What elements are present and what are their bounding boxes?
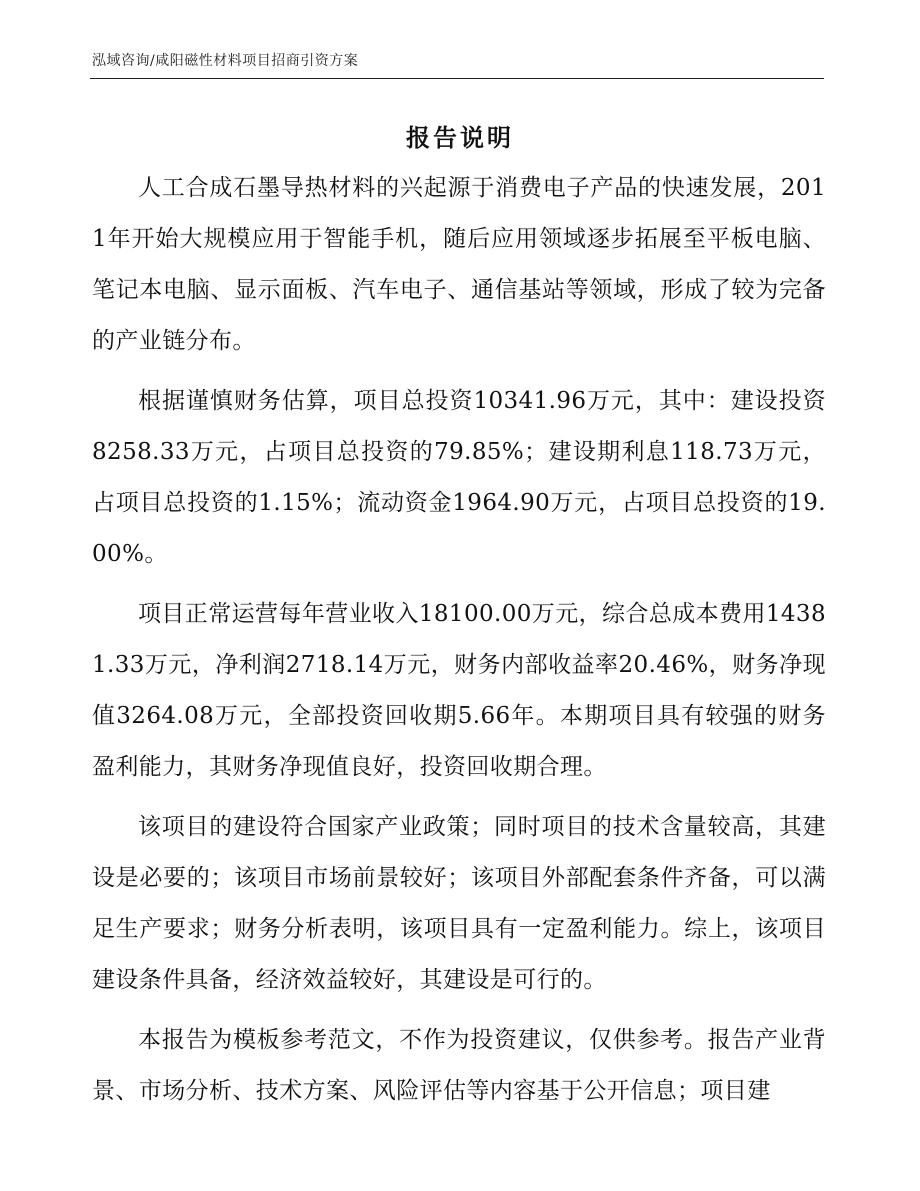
running-header: 泓域咨询/咸阳磁性材料项目招商引资方案 bbox=[92, 53, 359, 69]
paragraph-disclaimer: 本报告为模板参考范文，不作为投资建议，仅供参考。报告产业背景、市场分析、技术方案、风险评估等内容基于公开信息；项目建 bbox=[92, 1027, 826, 1104]
header-divider bbox=[90, 78, 824, 79]
paragraph-feasibility-conclusion: 该项目的建设符合国家产业政策；同时项目的技术含量较高，其建设是必要的；该项目市场前景较好；该项目外部配套条件齐备，可以满足生产要求；财务分析表明，该项目具有一定盈利能力。综上，该项目建设条件具备，经济效益较好，其建设是可行的。 bbox=[92, 814, 826, 993]
paragraph-industry-background: 人工合成石墨导热材料的兴起源于消费电子产品的快速发展，2011年开始大规模应用于智能手机，随后应用领域逐步拓展至平板电脑、笔记本电脑、显示面板、汽车电子、通信基站等领域，形成了较为完备的产业链分布。 bbox=[92, 175, 826, 354]
report-body bbox=[92, 163, 826, 1126]
paragraph-operating-returns: 项目正常运营每年营业收入18100.00万元，综合总成本费用14381.33万元，净利润2718.14万元，财务内部收益率20.46%，财务净现值3264.08万元，全部投资回收期5.66年。本期项目具有较强的财务盈利能力，其财务净现值良好，投资回收期合理。 bbox=[92, 601, 826, 780]
document-title: 报告说明 bbox=[406, 124, 514, 152]
paragraph-investment-estimate: 根据谨慎财务估算，项目总投资10341.96万元，其中：建设投资8258.33万元，占项目总投资的79.85%；建设期利息118.73万元，占项目总投资的1.15%；流动资金1964.90万元，占项目总投资的19.00%。 bbox=[92, 388, 826, 567]
